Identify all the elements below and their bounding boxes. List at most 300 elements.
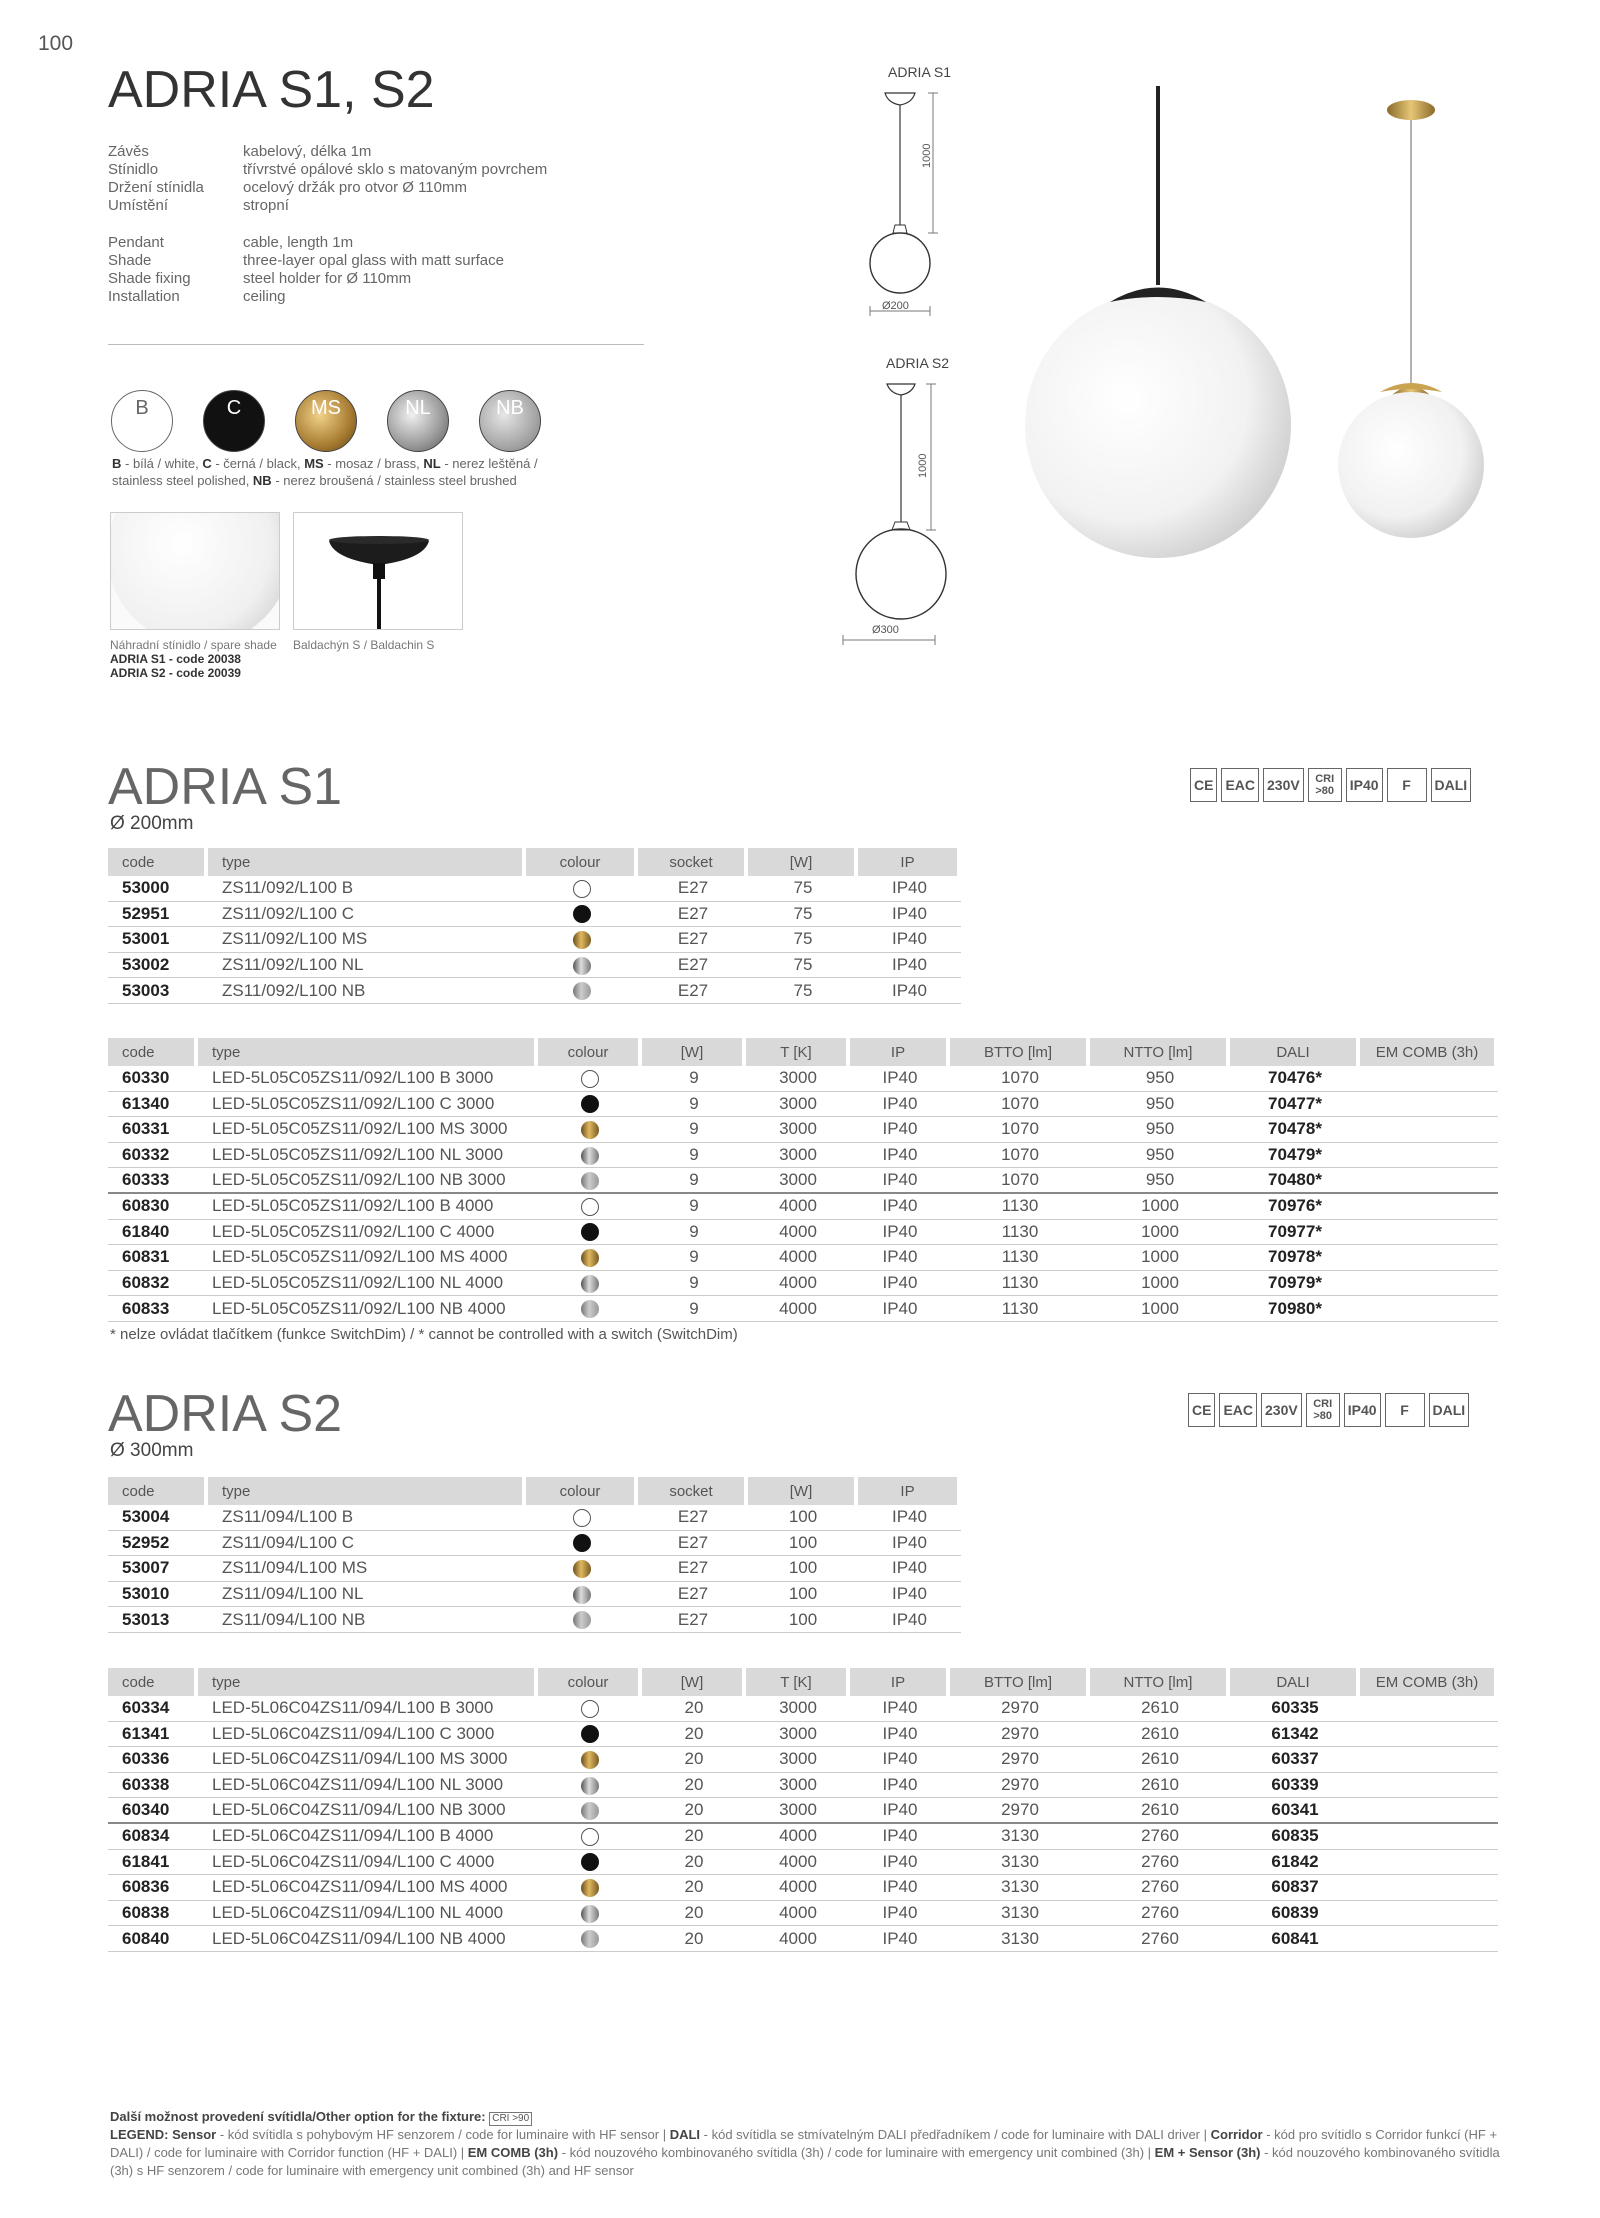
column-header: code [108, 1477, 208, 1505]
type-cell: LED-5L06C04ZS11/094/L100 NL 3000 [198, 1773, 538, 1799]
type-cell: LED-5L05C05ZS11/092/L100 B 4000 [198, 1194, 538, 1220]
ip-cell: IP40 [858, 1556, 961, 1582]
code-cell: 61341 [108, 1722, 198, 1748]
spec-row [108, 288, 504, 306]
colour-cell [538, 1066, 642, 1092]
type-cell: LED-5L05C05ZS11/092/L100 NB 3000 [198, 1168, 538, 1194]
colour-dot-c [573, 1534, 591, 1552]
code-cell: 60333 [108, 1168, 198, 1194]
cert-badge: F [1385, 1393, 1425, 1427]
table-row [108, 1271, 1498, 1297]
table-row [108, 1607, 961, 1633]
ntto-cell: 2760 [1090, 1850, 1230, 1876]
watt-cell: 100 [748, 1607, 858, 1633]
colour-cell [526, 1607, 638, 1633]
socket-cell: E27 [638, 978, 748, 1004]
code-cell: 53000 [108, 876, 208, 902]
temperature-cell: 3000 [746, 1773, 850, 1799]
socket-cell: E27 [638, 1505, 748, 1531]
dali-cell: 70478* [1230, 1117, 1360, 1143]
socket-cell: E27 [638, 1582, 748, 1608]
ip-cell: IP40 [850, 1271, 950, 1297]
table-row [108, 978, 961, 1004]
ip-cell: IP40 [858, 1531, 961, 1557]
drawing-s2-label: ADRIA S2 [886, 355, 950, 371]
colour-dot-b [573, 880, 591, 898]
ip-cell: IP40 [850, 1798, 950, 1824]
watt-cell: 9 [642, 1066, 746, 1092]
colour-cell [526, 902, 638, 928]
ip-cell: IP40 [850, 1245, 950, 1271]
table-s1-basic [108, 848, 961, 1004]
temperature-cell: 4000 [746, 1220, 850, 1246]
colour-cell [538, 1092, 642, 1118]
ip-cell: IP40 [850, 1296, 950, 1322]
socket-cell: E27 [638, 1531, 748, 1557]
ip-cell: IP40 [850, 1875, 950, 1901]
spec-row [108, 161, 547, 179]
table-row [108, 1117, 1498, 1143]
colour-cell [538, 1901, 642, 1927]
colour-cell [538, 1875, 642, 1901]
colour-cell [538, 1117, 642, 1143]
code-cell: 53001 [108, 927, 208, 953]
type-cell: LED-5L06C04ZS11/094/L100 B 3000 [198, 1696, 538, 1722]
dali-cell: 60839 [1230, 1901, 1360, 1927]
spec-value: třívrstvé opálové sklo s matovaným povrchem [243, 161, 548, 178]
temperature-cell: 4000 [746, 1850, 850, 1876]
ip-cell: IP40 [850, 1926, 950, 1952]
type-cell: ZS11/092/L100 B [208, 876, 526, 902]
colour-dot-b [581, 1070, 599, 1088]
swatch-nb: NB [479, 390, 541, 452]
ntto-cell: 2760 [1090, 1926, 1230, 1952]
specs-cz [108, 143, 547, 215]
type-cell: ZS11/092/L100 NL [208, 953, 526, 979]
colour-cell [538, 1773, 642, 1799]
spec-key: Installation [108, 288, 180, 305]
ip-cell: IP40 [850, 1824, 950, 1850]
section-subtitle-s2: Ø 300mm [110, 1440, 194, 1461]
code-cell: 61840 [108, 1220, 198, 1246]
btto-cell: 3130 [950, 1901, 1090, 1927]
code-cell: 53013 [108, 1607, 208, 1633]
column-header: IP [850, 1668, 950, 1696]
colour-dot-ms [573, 931, 591, 949]
colour-dot-nl [581, 1147, 599, 1165]
btto-cell: 1130 [950, 1245, 1090, 1271]
em-comb-cell [1360, 1926, 1498, 1952]
page-number: 100 [38, 32, 74, 55]
dali-cell: 60835 [1230, 1824, 1360, 1850]
type-cell: LED-5L06C04ZS11/094/L100 NB 4000 [198, 1926, 538, 1952]
watt-cell: 20 [642, 1773, 746, 1799]
table-s1-led [108, 1038, 1498, 1322]
ntto-cell: 2610 [1090, 1747, 1230, 1773]
colour-cell [526, 1582, 638, 1608]
drawing-s1-diameter: Ø200 [882, 300, 909, 312]
colour-dot-nl [573, 957, 591, 975]
type-cell: LED-5L06C04ZS11/094/L100 B 4000 [198, 1824, 538, 1850]
cri-badge: CRI >90 [489, 2112, 532, 2126]
colour-dot-nl [581, 1275, 599, 1293]
spec-row [108, 179, 547, 197]
section-title-s2: ADRIA S2 [108, 1385, 343, 1443]
column-header: IP [850, 1038, 950, 1066]
ntto-cell: 2610 [1090, 1722, 1230, 1748]
btto-cell: 2970 [950, 1696, 1090, 1722]
cert-badge: CRI >80 [1306, 1393, 1340, 1427]
watt-cell: 20 [642, 1798, 746, 1824]
watt-cell: 9 [642, 1092, 746, 1118]
colour-dot-b [581, 1700, 599, 1718]
temperature-cell: 3000 [746, 1168, 850, 1194]
code-cell: 53003 [108, 978, 208, 1004]
drawing-s2 [835, 378, 975, 648]
page-title: ADRIA S1, S2 [108, 61, 435, 119]
table-row [108, 1092, 1498, 1118]
type-cell: LED-5L05C05ZS11/092/L100 NB 4000 [198, 1296, 538, 1322]
legend: Další možnost provedení svítidla/Other option for the fixture: CRI >90 LEGEND: Sensor - kód svítidla s pohybovým HF senzorem / code for luminaire with HF sensor | DALI - kód svítidla se stmívatelným DALI předřadníkem / code for luminaire with DALI driver | Corridor - kód pro svítidlo s Corridor funkcí (HF + DALI) / code for luminaire with Corridor function (HF + DALI) | EM COMB (3h) - kód nouzového kombinovaného svítidla (3h) / code for luminaire with emergency unit combined (3h) | EM + Sensor (3h) - kód nouzového kombinovaného svítidla (3h) s HF senzorem / code for luminaire with emergency unit combined (3h) and HF sensor [110, 2109, 1500, 2178]
spec-key: Závěs [108, 143, 149, 160]
header-row [108, 1038, 1498, 1066]
header-row [108, 848, 961, 876]
column-header: NTTO [lm] [1090, 1668, 1230, 1696]
type-cell: LED-5L06C04ZS11/094/L100 MS 3000 [198, 1747, 538, 1773]
code-cell: 61340 [108, 1092, 198, 1118]
table-s2-basic [108, 1477, 961, 1633]
watt-cell: 75 [748, 978, 858, 1004]
dali-cell: 70977* [1230, 1220, 1360, 1246]
swatch-legend: B - bílá / white, C - černá / black, MS - mosaz / brass, NL - nerez leštěná / stainless steel polished, NB - nerez broušená / stainless steel brushed [112, 456, 538, 488]
table-row [108, 876, 961, 902]
colour-cell [526, 1556, 638, 1582]
em-comb-cell [1360, 1850, 1498, 1876]
dali-cell: 70976* [1230, 1194, 1360, 1220]
temperature-cell: 3000 [746, 1066, 850, 1092]
btto-cell: 2970 [950, 1798, 1090, 1824]
ip-cell: IP40 [850, 1747, 950, 1773]
spec-value: stropní [243, 197, 289, 214]
column-header: BTTO [lm] [950, 1038, 1090, 1066]
em-comb-cell [1360, 1245, 1498, 1271]
column-header: socket [638, 1477, 748, 1505]
ntto-cell: 950 [1090, 1117, 1230, 1143]
spec-value: ocelový držák pro otvor Ø 110mm [243, 179, 467, 196]
temperature-cell: 3000 [746, 1092, 850, 1118]
colour-cell [538, 1850, 642, 1876]
ip-cell: IP40 [858, 978, 961, 1004]
type-cell: LED-5L06C04ZS11/094/L100 NB 3000 [198, 1798, 538, 1824]
code-cell: 60831 [108, 1245, 198, 1271]
watt-cell: 75 [748, 927, 858, 953]
column-header: code [108, 1668, 198, 1696]
colour-dot-nb [573, 1611, 591, 1629]
colour-dot-c [581, 1223, 599, 1241]
em-comb-cell [1360, 1271, 1498, 1297]
watt-cell: 20 [642, 1926, 746, 1952]
code-cell: 60834 [108, 1824, 198, 1850]
spec-row [108, 197, 547, 215]
ntto-cell: 2610 [1090, 1773, 1230, 1799]
code-cell: 52951 [108, 902, 208, 928]
header-row [108, 1668, 1498, 1696]
temperature-cell: 4000 [746, 1824, 850, 1850]
table-row [108, 1220, 1498, 1246]
colour-dot-c [573, 905, 591, 923]
baldachin-caption: Baldachýn S / Baldachin S [293, 638, 435, 652]
drawing-s2-diameter: Ø300 [872, 624, 899, 636]
cert-badge: CE [1190, 768, 1217, 802]
em-comb-cell [1360, 1696, 1498, 1722]
column-header: BTTO [lm] [950, 1668, 1090, 1696]
cert-badge: F [1387, 768, 1427, 802]
table-row [108, 1066, 1498, 1092]
colour-cell [526, 953, 638, 979]
dali-cell: 60339 [1230, 1773, 1360, 1799]
ip-cell: IP40 [858, 1505, 961, 1531]
type-cell: ZS11/092/L100 MS [208, 927, 526, 953]
column-header: EM COMB (3h) [1360, 1668, 1498, 1696]
swatch-b: B [111, 390, 173, 452]
colour-dot-b [573, 1509, 591, 1527]
socket-cell: E27 [638, 902, 748, 928]
ip-cell: IP40 [850, 1066, 950, 1092]
em-comb-cell [1360, 1798, 1498, 1824]
watt-cell: 75 [748, 876, 858, 902]
table-row [108, 1850, 1498, 1876]
code-cell: 53002 [108, 953, 208, 979]
temperature-cell: 3000 [746, 1747, 850, 1773]
table-row [108, 1296, 1498, 1322]
dali-cell: 60341 [1230, 1798, 1360, 1824]
watt-cell: 9 [642, 1168, 746, 1194]
spec-row [108, 252, 504, 270]
table-row [108, 1168, 1498, 1194]
temperature-cell: 3000 [746, 1696, 850, 1722]
colour-dot-nl [581, 1905, 599, 1923]
colour-cell [538, 1143, 642, 1169]
colour-cell [538, 1296, 642, 1322]
dali-cell: 60337 [1230, 1747, 1360, 1773]
code-cell: 60832 [108, 1271, 198, 1297]
column-header: socket [638, 848, 748, 876]
cert-badge: IP40 [1344, 1393, 1381, 1427]
type-cell: ZS11/094/L100 NL [208, 1582, 526, 1608]
column-header: colour [538, 1668, 642, 1696]
column-header: [W] [748, 1477, 858, 1505]
colour-dot-nl [581, 1777, 599, 1795]
btto-cell: 3130 [950, 1824, 1090, 1850]
watt-cell: 9 [642, 1117, 746, 1143]
spec-value: cable, length 1m [243, 234, 354, 251]
swatch-c: C [203, 390, 265, 452]
code-cell: 53007 [108, 1556, 208, 1582]
dali-cell: 70479* [1230, 1143, 1360, 1169]
ntto-cell: 1000 [1090, 1220, 1230, 1246]
type-cell: ZS11/094/L100 NB [208, 1607, 526, 1633]
drawing-s1-height: 1000 [921, 143, 933, 168]
ip-cell: IP40 [850, 1722, 950, 1748]
type-cell: LED-5L05C05ZS11/092/L100 NL 3000 [198, 1143, 538, 1169]
code-cell: 53010 [108, 1582, 208, 1608]
certifications-s1 [1190, 768, 1471, 802]
watt-cell: 100 [748, 1505, 858, 1531]
column-header: colour [538, 1038, 642, 1066]
spec-value: kabelový, délka 1m [243, 143, 372, 160]
watt-cell: 20 [642, 1901, 746, 1927]
temperature-cell: 3000 [746, 1798, 850, 1824]
watt-cell: 9 [642, 1194, 746, 1220]
ip-cell: IP40 [858, 1582, 961, 1608]
table-row [108, 1505, 961, 1531]
dali-cell: 70979* [1230, 1271, 1360, 1297]
temperature-cell: 4000 [746, 1271, 850, 1297]
ntto-cell: 1000 [1090, 1245, 1230, 1271]
ntto-cell: 1000 [1090, 1296, 1230, 1322]
em-comb-cell [1360, 1824, 1498, 1850]
colour-cell [538, 1722, 642, 1748]
em-comb-cell [1360, 1722, 1498, 1748]
temperature-cell: 4000 [746, 1296, 850, 1322]
em-comb-cell [1360, 1901, 1498, 1927]
divider [108, 344, 644, 345]
type-cell: LED-5L05C05ZS11/092/L100 NL 4000 [198, 1271, 538, 1297]
colour-dot-ms [581, 1121, 599, 1139]
code-cell: 60830 [108, 1194, 198, 1220]
ntto-cell: 2760 [1090, 1875, 1230, 1901]
column-header: EM COMB (3h) [1360, 1038, 1498, 1066]
watt-cell: 100 [748, 1582, 858, 1608]
em-comb-cell [1360, 1296, 1498, 1322]
swatch-ms: MS [295, 390, 357, 452]
ntto-cell: 2610 [1090, 1798, 1230, 1824]
em-comb-cell [1360, 1143, 1498, 1169]
socket-cell: E27 [638, 1607, 748, 1633]
watt-cell: 20 [642, 1824, 746, 1850]
drawing-s2-height: 1000 [917, 453, 929, 478]
code-cell: 60330 [108, 1066, 198, 1092]
btto-cell: 1130 [950, 1220, 1090, 1246]
table-row [108, 1901, 1498, 1927]
table-row [108, 1773, 1498, 1799]
type-cell: LED-5L06C04ZS11/094/L100 MS 4000 [198, 1875, 538, 1901]
watt-cell: 75 [748, 902, 858, 928]
spec-key: Shade [108, 252, 152, 269]
watt-cell: 100 [748, 1556, 858, 1582]
btto-cell: 1070 [950, 1168, 1090, 1194]
column-header: type [208, 848, 526, 876]
code-cell: 53004 [108, 1505, 208, 1531]
watt-cell: 100 [748, 1531, 858, 1557]
colour-cell [526, 1531, 638, 1557]
cert-badge: EAC [1221, 768, 1259, 802]
ip-cell: IP40 [858, 902, 961, 928]
cert-badge: IP40 [1346, 768, 1383, 802]
watt-cell: 9 [642, 1143, 746, 1169]
watt-cell: 9 [642, 1220, 746, 1246]
colour-dot-ms [573, 1560, 591, 1578]
colour-dot-nb [581, 1930, 599, 1948]
table-row [108, 1722, 1498, 1748]
column-header: code [108, 848, 208, 876]
type-cell: ZS11/094/L100 B [208, 1505, 526, 1531]
btto-cell: 3130 [950, 1926, 1090, 1952]
colour-cell [526, 927, 638, 953]
em-comb-cell [1360, 1117, 1498, 1143]
type-cell: LED-5L05C05ZS11/092/L100 C 4000 [198, 1220, 538, 1246]
column-header: colour [526, 1477, 638, 1505]
drawing-s1 [840, 85, 970, 320]
btto-cell: 2970 [950, 1773, 1090, 1799]
colour-dot-nb [581, 1300, 599, 1318]
ip-cell: IP40 [850, 1850, 950, 1876]
colour-cell [526, 978, 638, 1004]
dali-cell: 70476* [1230, 1066, 1360, 1092]
watt-cell: 20 [642, 1875, 746, 1901]
colour-dot-nb [573, 982, 591, 1000]
ip-cell: IP40 [850, 1773, 950, 1799]
type-cell: LED-5L06C04ZS11/094/L100 C 3000 [198, 1722, 538, 1748]
em-comb-cell [1360, 1194, 1498, 1220]
colour-cell [538, 1271, 642, 1297]
code-cell: 60336 [108, 1747, 198, 1773]
spec-key: Umístění [108, 197, 169, 214]
code-cell: 60840 [108, 1926, 198, 1952]
table-row [108, 1875, 1498, 1901]
colour-dot-b [581, 1198, 599, 1216]
ip-cell: IP40 [850, 1168, 950, 1194]
column-header: [W] [642, 1668, 746, 1696]
table-row [108, 1531, 961, 1557]
ip-cell: IP40 [858, 876, 961, 902]
spec-row [108, 143, 547, 161]
colour-cell [526, 876, 638, 902]
section-title-s1: ADRIA S1 [108, 758, 343, 816]
table-row [108, 1582, 961, 1608]
section-subtitle-s1: Ø 200mm [110, 813, 194, 834]
em-comb-cell [1360, 1220, 1498, 1246]
type-cell: ZS11/092/L100 NB [208, 978, 526, 1004]
product-photo [1020, 80, 1520, 560]
table-row [108, 1747, 1498, 1773]
btto-cell: 1070 [950, 1117, 1090, 1143]
code-cell: 60334 [108, 1696, 198, 1722]
column-header: DALI [1230, 1038, 1360, 1066]
table-s2-led [108, 1668, 1498, 1952]
type-cell: LED-5L05C05ZS11/092/L100 MS 3000 [198, 1117, 538, 1143]
colour-dot-c [581, 1095, 599, 1113]
type-cell: ZS11/092/L100 C [208, 902, 526, 928]
temperature-cell: 4000 [746, 1245, 850, 1271]
btto-cell: 3130 [950, 1850, 1090, 1876]
drawing-s1-label: ADRIA S1 [888, 64, 952, 80]
em-comb-cell [1360, 1747, 1498, 1773]
column-header: [W] [748, 848, 858, 876]
type-cell: LED-5L05C05ZS11/092/L100 C 3000 [198, 1092, 538, 1118]
table-row [108, 1926, 1498, 1952]
cert-badge: CE [1188, 1393, 1215, 1427]
ntto-cell: 2760 [1090, 1824, 1230, 1850]
code-cell: 60836 [108, 1875, 198, 1901]
btto-cell: 2970 [950, 1722, 1090, 1748]
colour-dot-ms [581, 1751, 599, 1769]
btto-cell: 1070 [950, 1092, 1090, 1118]
code-cell: 61841 [108, 1850, 198, 1876]
ntto-cell: 1000 [1090, 1194, 1230, 1220]
swatch-nl: NL [387, 390, 449, 452]
code-cell: 60340 [108, 1798, 198, 1824]
